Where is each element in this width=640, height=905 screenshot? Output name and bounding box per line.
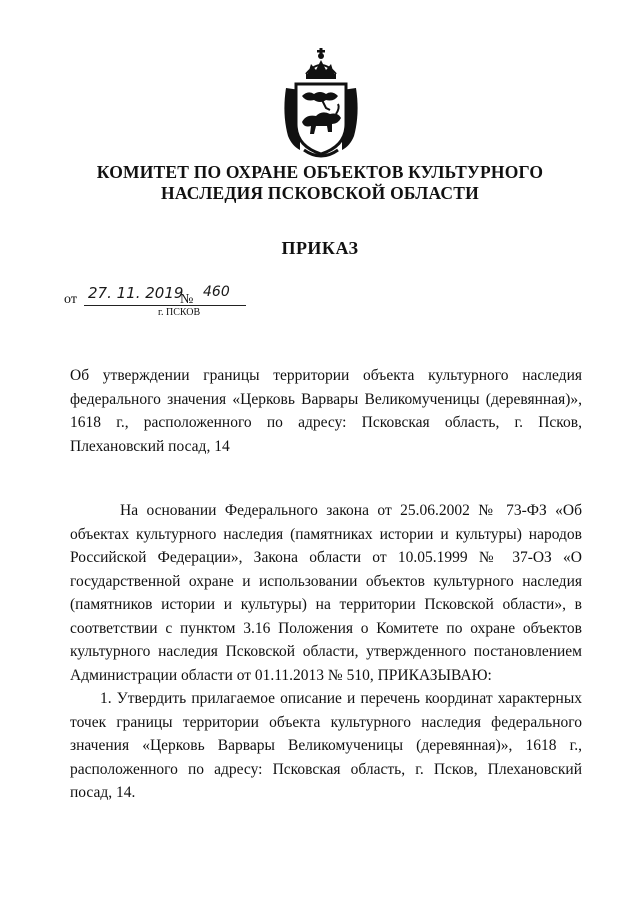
- city-label: г. ПСКОВ: [158, 307, 201, 318]
- number-underline: [198, 305, 246, 306]
- preamble-paragraph: На основании Федерального закона от 25.06.2002 № 73-ФЗ «Об объектах культурного наследия (памятниках истории и культуры) народов Российской Федерации», Закона области от 10.05.1999 № 37-ОЗ «О государственной охране и использовании объектов культурного наследия (памятников истории и культуры) на территории Псковской области», в соответствии с пунктом 3.16 Положения о Комитете по охране объектов культурного наследия Псковской области, утвержденного постановлением Администрации области от 01.11.2013 № 510, ПРИКАЗЫВАЮ:: [70, 502, 582, 684]
- document-type-title: ПРИКАЗ: [281, 238, 359, 258]
- organization-name-line1: КОМИТЕТ ПО ОХРАНЕ ОБЪЕКТОВ КУЛЬТУРНОГО: [96, 162, 544, 182]
- date-value: 27. 11. 2019: [88, 284, 184, 302]
- order-item-1: 1. Утвердить прилагаемое описание и перечень координат характерных точек границы территории объекта культурного наследия федерального значения «Церковь Варвары Великомученицы (деревянная)», 1618 г., расположенного по адресу: Псковская область, г. Псков, Плехановский посад, 14.: [70, 690, 582, 801]
- number-label: №: [180, 292, 194, 307]
- order-body: [70, 499, 582, 805]
- date-label: от: [64, 292, 77, 307]
- order-subject: Об утверждении границы территории объекта культурного наследия федерального значения «Церковь Варвары Великомученицы (деревянная)», 1618 г., расположенного по адресу: Псковская область, г. Псков, Плехановский посад, 14: [70, 367, 582, 455]
- date-number-line: [64, 284, 324, 330]
- number-value: 460: [203, 284, 230, 300]
- organization-name-line2: НАСЛЕДИЯ ПСКОВСКОЙ ОБЛАСТИ: [161, 183, 479, 203]
- pskov-coat-of-arms-icon: [278, 44, 364, 160]
